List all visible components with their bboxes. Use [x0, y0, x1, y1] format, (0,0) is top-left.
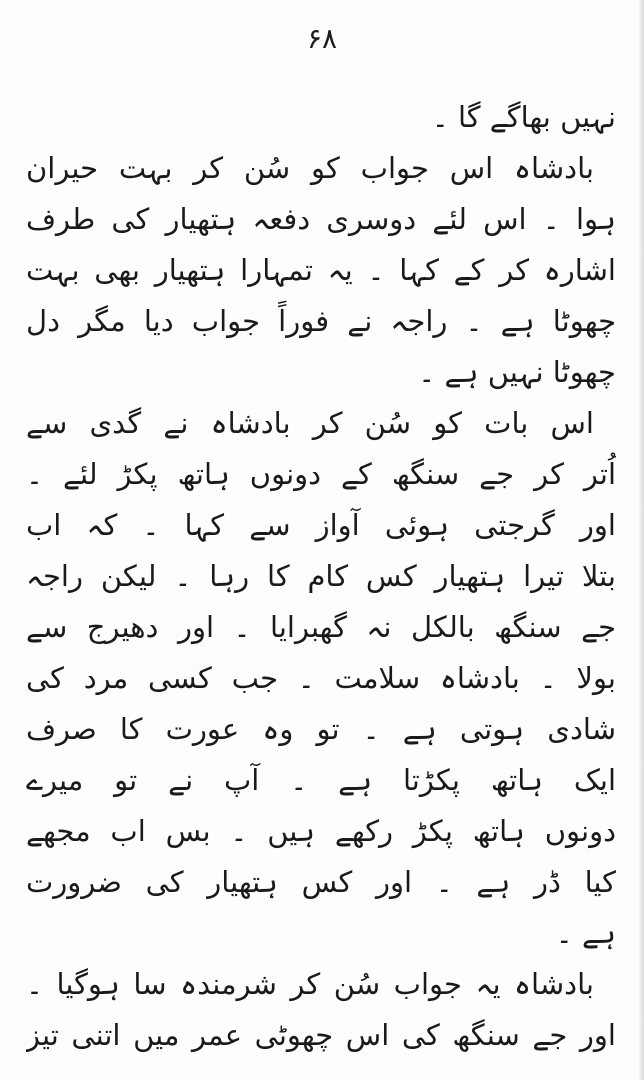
text-line: چھوٹا ہے ۔ راجہ نے فوراً جواب دیا مگر دل: [26, 304, 616, 338]
text-line: بولا ۔ بادشاہ سلامت ۔ جب کسی مرد کی: [26, 661, 616, 695]
text-line: بادشاہ اس جواب کو سُن کر بہت حیران: [26, 151, 594, 185]
text-line: کیا ڈر ہے ۔ اور کس ہتھیار کی ضرورت: [26, 865, 616, 899]
page-number: ۶۸: [306, 22, 338, 55]
page-text: [26, 92, 616, 1061]
text-line: شادی ہوتی ہے ۔ تو وہ عورت کا صرف: [26, 712, 616, 746]
text-line: اُتر کر جے سنگھ کے دونوں ہاتھ پکڑ لئے ۔: [26, 457, 616, 491]
text-line: دونوں ہاتھ پکڑ رکھے ہیں ۔ بس اب مجھے: [26, 814, 616, 848]
text-line: بادشاہ یہ جواب سُن کر شرمندہ سا ہوگیا ۔: [26, 967, 594, 1001]
text-line: ایک ہاتھ پکڑتا ہے ۔ آپ نے تو میرے: [26, 763, 616, 797]
text-line: جے سنگھ بالکل نہ گھبرایا ۔ اور دھیرج سے: [26, 610, 616, 644]
text-line: ہوا ۔ اس لئے دوسری دفعہ ہتھیار کی طرف: [26, 202, 616, 236]
text-line: ہے ۔: [555, 916, 616, 950]
text-line: بتلا تیرا ہتھیار کس کام کا رہا ۔ لیکن راجہ: [26, 559, 616, 593]
text-line: اور گرجتی ہوئی آواز سے کہا ۔ کہ اب: [26, 508, 616, 542]
text-line: اس بات کو سُن کر بادشاہ نے گدی سے: [26, 406, 594, 440]
text-line: اور جے سنگھ کی اس چھوٹی عمر میں اتنی تیز: [26, 1018, 616, 1052]
text-line: اشارہ کر کے کہا ۔ یہ تمہارا ہتھیار بھی بہت: [26, 253, 616, 287]
text-line: چھوٹا نہیں ہے ۔: [418, 355, 616, 389]
text-line: نہیں بھاگے گا ۔: [431, 100, 616, 134]
